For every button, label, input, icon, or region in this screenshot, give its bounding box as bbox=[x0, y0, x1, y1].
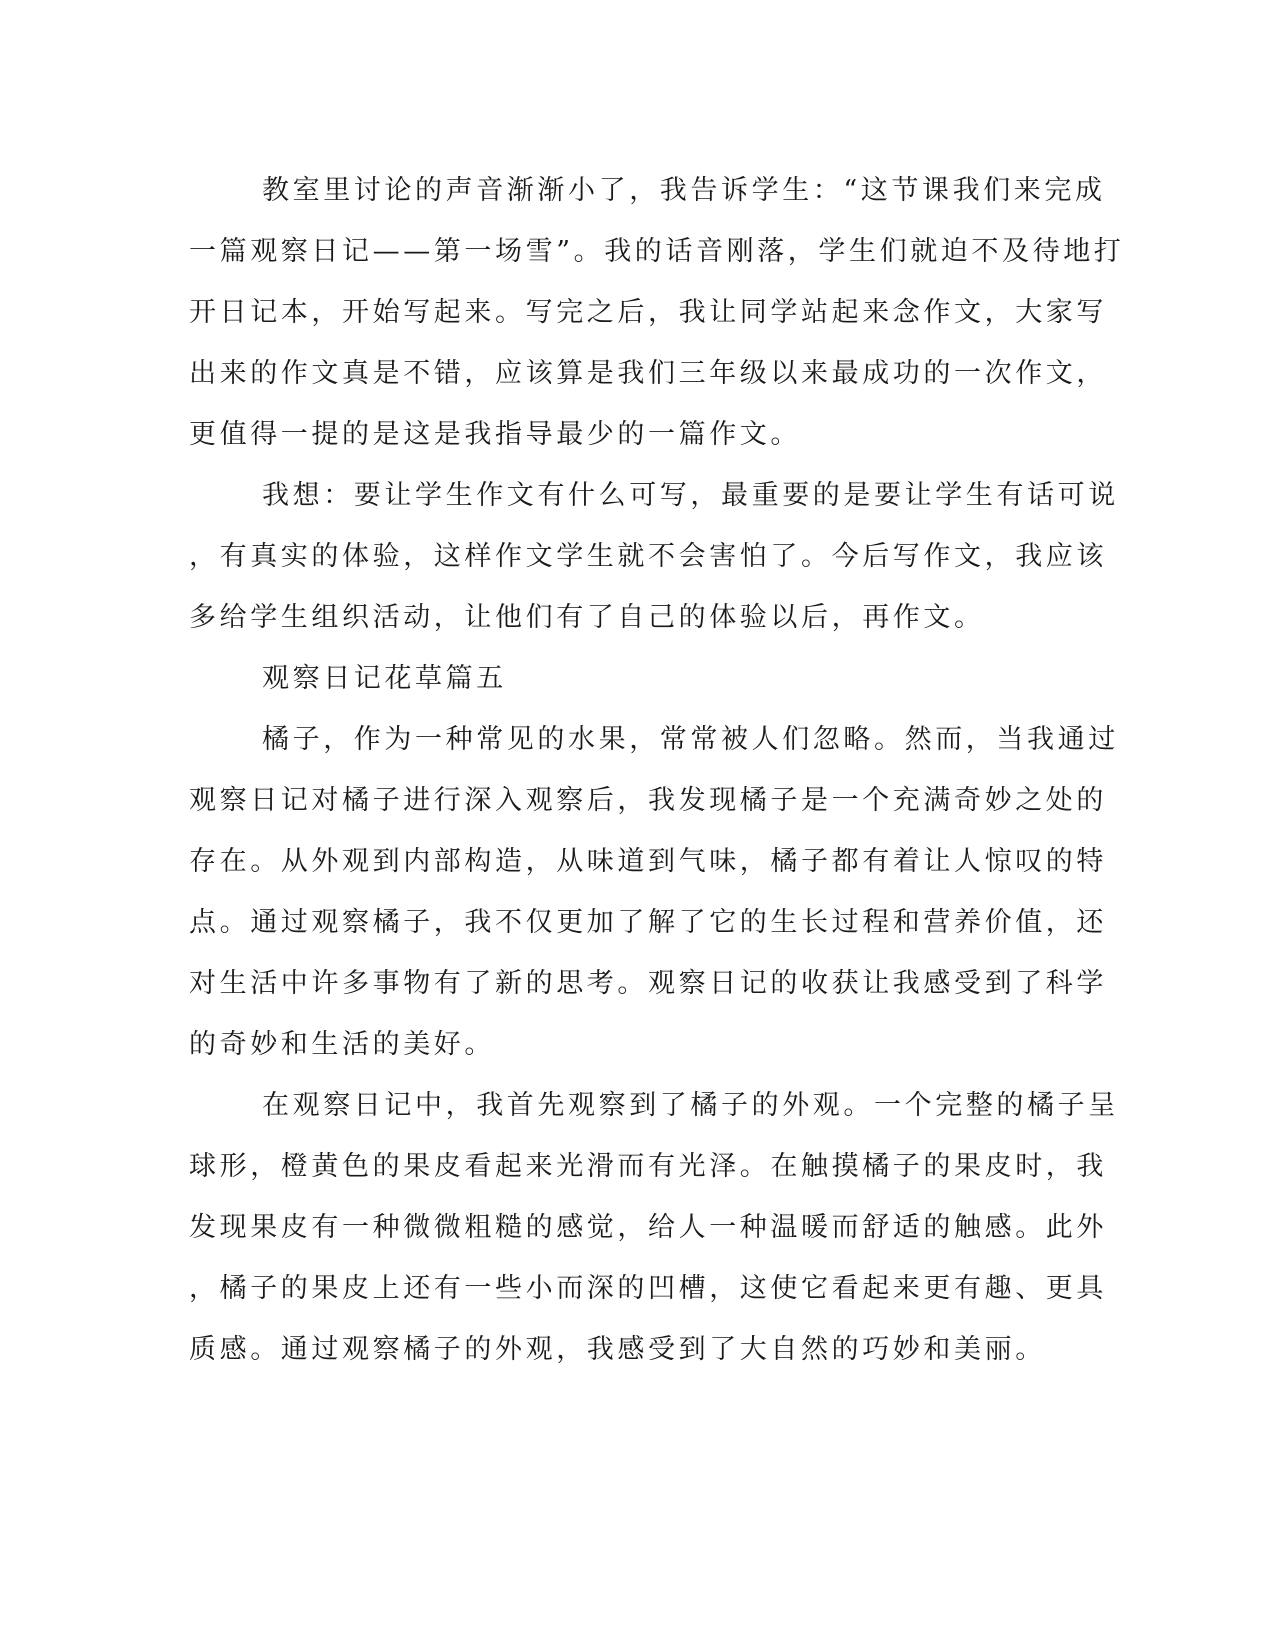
paragraph-line: 对生活中许多事物有了新的思考。观察日记的收获让我感受到了科学 bbox=[189, 968, 1107, 999]
paragraph-line: 质感。通过观察橘子的外观，我感受到了大自然的巧妙和美丽。 bbox=[189, 1334, 1046, 1365]
paragraph-line: 橘子，作为一种常见的水果，常常被人们忽略。然而，当我通过 bbox=[262, 724, 1119, 755]
paragraph-line: 更值得一提的是这是我指导最少的一篇作文。 bbox=[189, 419, 801, 450]
paragraph-line: 在观察日记中，我首先观察到了橘子的外观。一个完整的橘子呈 bbox=[262, 1090, 1119, 1121]
section-heading: 观察日记花草篇五 bbox=[262, 663, 507, 694]
document-body bbox=[189, 160, 1125, 1380]
paragraph-line: 多给学生组织活动，让他们有了自己的体验以后，再作文。 bbox=[189, 602, 985, 633]
paragraph-line: 我想：要让学生作文有什么可写，最重要的是要让学生有话可说 bbox=[262, 480, 1119, 511]
paragraph-line: ，有真实的体验，这样作文学生就不会害怕了。今后写作文，我应该 bbox=[189, 541, 1107, 572]
paragraph-line: 观察日记对橘子进行深入观察后，我发现橘子是一个充满奇妙之处的 bbox=[189, 785, 1107, 816]
paragraph-line: 出来的作文真是不错，应该算是我们三年级以来最成功的一次作文， bbox=[189, 358, 1107, 389]
paragraph-line: 球形，橙黄色的果皮看起来光滑而有光泽。在触摸橘子的果皮时，我 bbox=[189, 1151, 1107, 1182]
paragraph-line: 点。通过观察橘子，我不仅更加了解了它的生长过程和营养价值，还 bbox=[189, 907, 1107, 938]
paragraph-line: 发现果皮有一种微微粗糙的感觉，给人一种温暖而舒适的触感。此外 bbox=[189, 1212, 1107, 1243]
paragraph-line: 的奇妙和生活的美好。 bbox=[189, 1029, 495, 1060]
paragraph-line: 存在。从外观到内部构造，从味道到气味，橘子都有着让人惊叹的特 bbox=[189, 846, 1107, 877]
paragraph-line: 开日记本，开始写起来。写完之后，我让同学站起来念作文，大家写 bbox=[189, 297, 1107, 328]
paragraph-line: 教室里讨论的声音渐渐小了，我告诉学生：“这节课我们来完成 bbox=[262, 175, 1106, 206]
paragraph-line: 一篇观察日记——第一场雪”。我的话音刚落，学生们就迫不及待地打 bbox=[189, 236, 1125, 267]
paragraph-line: ，橘子的果皮上还有一些小而深的凹槽，这使它看起来更有趣、更具 bbox=[189, 1273, 1107, 1304]
